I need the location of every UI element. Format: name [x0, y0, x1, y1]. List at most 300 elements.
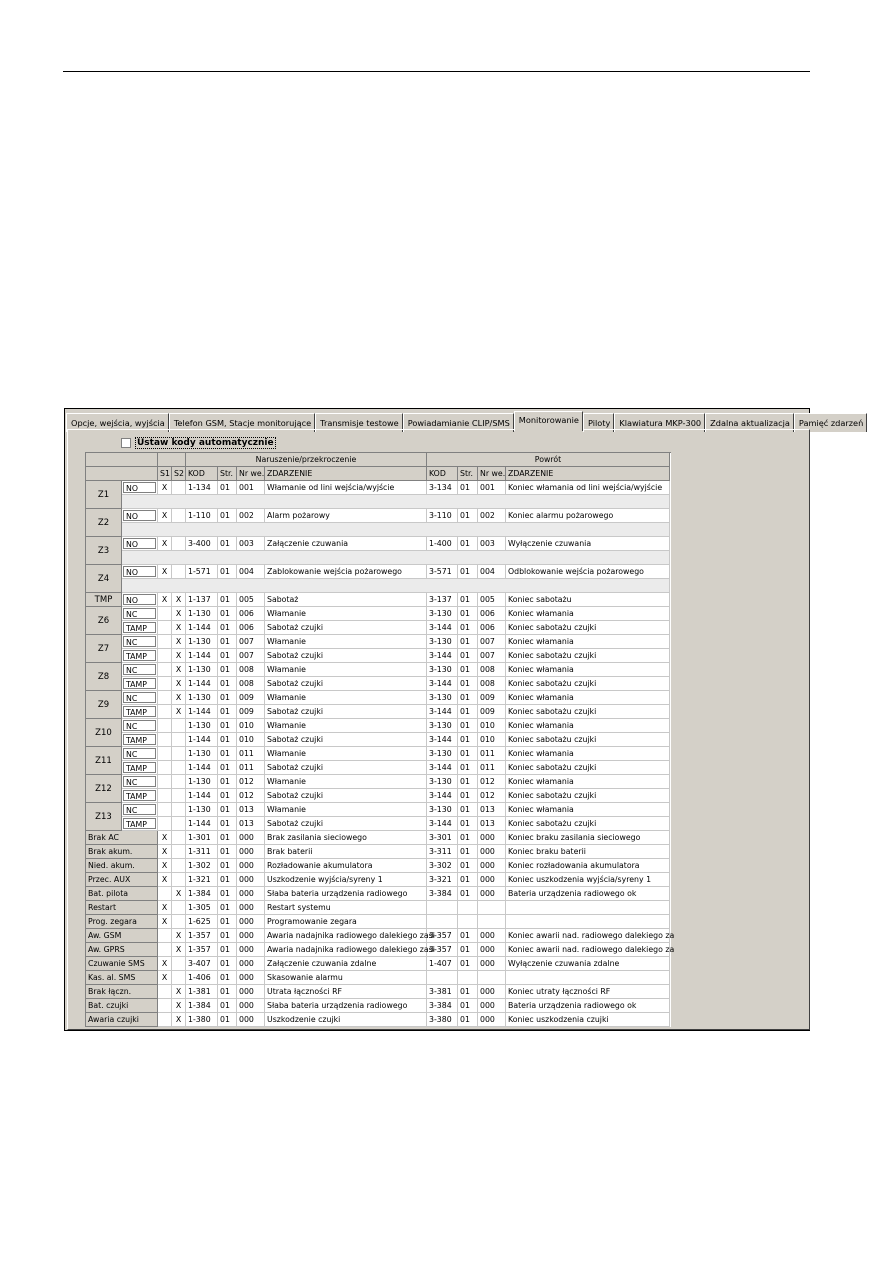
str-cell[interactable]: 01 — [218, 663, 237, 677]
tab-7[interactable]: Zdalna aktualizacja — [705, 413, 794, 432]
input-no-cell[interactable]: 007 — [237, 635, 265, 649]
str-cell[interactable]: 01 — [218, 803, 237, 817]
code-cell[interactable]: 1-302 — [186, 859, 218, 873]
s2-cell[interactable] — [172, 859, 186, 873]
zone-type-cell[interactable] — [122, 789, 158, 803]
tab-4[interactable]: Monitorowanie — [514, 411, 583, 431]
str-cell[interactable]: 01 — [218, 677, 237, 691]
str-cell[interactable]: 01 — [218, 859, 237, 873]
str-cell[interactable]: 01 — [218, 705, 237, 719]
restore-code-cell[interactable]: 3-357 — [427, 943, 458, 957]
tab-3[interactable]: Powiadamianie CLIP/SMS — [403, 413, 514, 432]
restore-input-no-cell[interactable]: 010 — [478, 733, 506, 747]
input-no-cell[interactable]: 008 — [237, 663, 265, 677]
restore-input-no-cell[interactable]: 006 — [478, 607, 506, 621]
input-no-cell[interactable]: 000 — [237, 957, 265, 971]
s1-cell[interactable]: X — [158, 831, 172, 845]
s2-cell[interactable]: X — [172, 635, 186, 649]
restore-str-cell[interactable] — [458, 971, 478, 985]
restore-code-cell[interactable]: 3-357 — [427, 929, 458, 943]
str-cell[interactable]: 01 — [218, 873, 237, 887]
tab-6[interactable]: Klawiatura MKP-300 — [614, 413, 705, 432]
str-cell[interactable]: 01 — [218, 817, 237, 831]
s1-cell[interactable]: X — [158, 565, 172, 579]
input-no-cell[interactable]: 000 — [237, 873, 265, 887]
restore-str-cell[interactable]: 01 — [458, 957, 478, 971]
s1-cell[interactable] — [158, 719, 172, 733]
restore-input-no-cell[interactable] — [478, 971, 506, 985]
input-no-cell[interactable]: 002 — [237, 509, 265, 523]
s1-cell[interactable] — [158, 691, 172, 705]
restore-str-cell[interactable]: 01 — [458, 663, 478, 677]
s2-cell[interactable]: X — [172, 887, 186, 901]
restore-input-no-cell[interactable]: 006 — [478, 621, 506, 635]
restore-code-cell[interactable] — [427, 901, 458, 915]
restore-str-cell[interactable]: 01 — [458, 775, 478, 789]
tab-1[interactable]: Telefon GSM, Stacje monitorujące — [169, 413, 315, 432]
restore-str-cell[interactable]: 01 — [458, 761, 478, 775]
code-cell[interactable]: 1-357 — [186, 943, 218, 957]
s2-cell[interactable]: X — [172, 1013, 186, 1027]
s2-cell[interactable]: X — [172, 663, 186, 677]
restore-code-cell[interactable]: 3-144 — [427, 705, 458, 719]
s2-cell[interactable] — [172, 481, 186, 495]
input-no-cell[interactable]: 007 — [237, 649, 265, 663]
s1-cell[interactable] — [158, 677, 172, 691]
restore-code-cell[interactable] — [427, 971, 458, 985]
restore-str-cell[interactable]: 01 — [458, 565, 478, 579]
restore-code-cell[interactable]: 3-571 — [427, 565, 458, 579]
restore-input-no-cell[interactable]: 000 — [478, 1013, 506, 1027]
restore-input-no-cell[interactable]: 000 — [478, 859, 506, 873]
restore-str-cell[interactable]: 01 — [458, 873, 478, 887]
s1-cell[interactable]: X — [158, 957, 172, 971]
code-cell[interactable]: 1-380 — [186, 1013, 218, 1027]
restore-str-cell[interactable] — [458, 915, 478, 929]
s2-cell[interactable]: X — [172, 691, 186, 705]
input-no-cell[interactable]: 009 — [237, 705, 265, 719]
zone-type-cell[interactable] — [122, 733, 158, 747]
s1-cell[interactable] — [158, 803, 172, 817]
input-no-cell[interactable]: 000 — [237, 859, 265, 873]
restore-input-no-cell[interactable]: 011 — [478, 747, 506, 761]
restore-code-cell[interactable]: 3-321 — [427, 873, 458, 887]
s2-cell[interactable] — [172, 747, 186, 761]
str-cell[interactable]: 01 — [218, 1013, 237, 1027]
str-cell[interactable]: 01 — [218, 971, 237, 985]
restore-input-no-cell[interactable]: 000 — [478, 929, 506, 943]
input-no-cell[interactable]: 000 — [237, 845, 265, 859]
s2-cell[interactable] — [172, 817, 186, 831]
code-cell[interactable]: 1-130 — [186, 663, 218, 677]
s1-cell[interactable]: X — [158, 509, 172, 523]
s1-cell[interactable] — [158, 887, 172, 901]
code-cell[interactable]: 1-130 — [186, 607, 218, 621]
s2-cell[interactable]: X — [172, 649, 186, 663]
input-no-cell[interactable]: 000 — [237, 929, 265, 943]
restore-str-cell[interactable]: 01 — [458, 691, 478, 705]
restore-str-cell[interactable]: 01 — [458, 943, 478, 957]
str-cell[interactable]: 01 — [218, 915, 237, 929]
input-no-cell[interactable]: 008 — [237, 677, 265, 691]
code-cell[interactable]: 1-384 — [186, 887, 218, 901]
code-cell[interactable]: 1-144 — [186, 789, 218, 803]
str-cell[interactable]: 01 — [218, 481, 237, 495]
restore-str-cell[interactable]: 01 — [458, 887, 478, 901]
tab-5[interactable]: Piloty — [583, 413, 614, 432]
s1-cell[interactable] — [158, 621, 172, 635]
tab-8[interactable]: Pamięć zdarzeń — [794, 413, 867, 432]
s2-cell[interactable] — [172, 845, 186, 859]
restore-str-cell[interactable]: 01 — [458, 677, 478, 691]
s1-cell[interactable] — [158, 747, 172, 761]
zone-type-cell[interactable] — [122, 509, 158, 523]
s1-cell[interactable]: X — [158, 901, 172, 915]
code-cell[interactable]: 1-571 — [186, 565, 218, 579]
restore-str-cell[interactable]: 01 — [458, 803, 478, 817]
restore-str-cell[interactable]: 01 — [458, 733, 478, 747]
input-no-cell[interactable]: 000 — [237, 985, 265, 999]
code-cell[interactable]: 3-407 — [186, 957, 218, 971]
zone-type-cell[interactable] — [122, 761, 158, 775]
restore-input-no-cell[interactable]: 001 — [478, 481, 506, 495]
str-cell[interactable]: 01 — [218, 691, 237, 705]
zone-type-cell[interactable] — [122, 691, 158, 705]
s2-cell[interactable]: X — [172, 607, 186, 621]
code-cell[interactable]: 1-144 — [186, 621, 218, 635]
restore-str-cell[interactable]: 01 — [458, 747, 478, 761]
restore-input-no-cell[interactable]: 000 — [478, 831, 506, 845]
zone-type-cell[interactable] — [122, 775, 158, 789]
input-no-cell[interactable]: 000 — [237, 901, 265, 915]
input-no-cell[interactable]: 000 — [237, 971, 265, 985]
str-cell[interactable]: 01 — [218, 789, 237, 803]
input-no-cell[interactable]: 006 — [237, 607, 265, 621]
restore-code-cell[interactable]: 3-130 — [427, 747, 458, 761]
str-cell[interactable]: 01 — [218, 607, 237, 621]
s1-cell[interactable]: X — [158, 845, 172, 859]
restore-str-cell[interactable]: 01 — [458, 859, 478, 873]
input-no-cell[interactable]: 006 — [237, 621, 265, 635]
s1-cell[interactable] — [158, 761, 172, 775]
s2-cell[interactable] — [172, 789, 186, 803]
s1-cell[interactable] — [158, 817, 172, 831]
restore-input-no-cell[interactable]: 000 — [478, 845, 506, 859]
s2-cell[interactable]: X — [172, 985, 186, 999]
code-cell[interactable]: 1-357 — [186, 929, 218, 943]
code-cell[interactable]: 1-144 — [186, 817, 218, 831]
restore-input-no-cell[interactable]: 004 — [478, 565, 506, 579]
restore-input-no-cell[interactable]: 013 — [478, 817, 506, 831]
restore-str-cell[interactable]: 01 — [458, 705, 478, 719]
code-cell[interactable]: 1-130 — [186, 775, 218, 789]
restore-code-cell[interactable]: 3-134 — [427, 481, 458, 495]
str-cell[interactable]: 01 — [218, 733, 237, 747]
restore-str-cell[interactable]: 01 — [458, 929, 478, 943]
restore-code-cell[interactable]: 3-130 — [427, 803, 458, 817]
str-cell[interactable]: 01 — [218, 999, 237, 1013]
input-no-cell[interactable]: 000 — [237, 887, 265, 901]
s1-cell[interactable] — [158, 649, 172, 663]
restore-input-no-cell[interactable]: 012 — [478, 789, 506, 803]
input-no-cell[interactable]: 001 — [237, 481, 265, 495]
input-no-cell[interactable]: 000 — [237, 831, 265, 845]
zone-type-cell[interactable] — [122, 677, 158, 691]
str-cell[interactable]: 01 — [218, 761, 237, 775]
zone-type-cell[interactable] — [122, 607, 158, 621]
s2-cell[interactable] — [172, 915, 186, 929]
str-cell[interactable]: 01 — [218, 929, 237, 943]
restore-str-cell[interactable]: 01 — [458, 1013, 478, 1027]
s1-cell[interactable]: X — [158, 859, 172, 873]
s1-cell[interactable] — [158, 929, 172, 943]
tab-0[interactable]: Opcje, wejścia, wyjścia — [66, 413, 169, 432]
code-cell[interactable]: 1-311 — [186, 845, 218, 859]
code-cell[interactable]: 1-137 — [186, 593, 218, 607]
restore-str-cell[interactable]: 01 — [458, 789, 478, 803]
tab-2[interactable]: Transmisje testowe — [315, 413, 403, 432]
input-no-cell[interactable]: 000 — [237, 999, 265, 1013]
input-no-cell[interactable]: 012 — [237, 789, 265, 803]
zone-type-cell[interactable] — [122, 705, 158, 719]
str-cell[interactable]: 01 — [218, 831, 237, 845]
restore-input-no-cell[interactable] — [478, 901, 506, 915]
code-cell[interactable]: 1-406 — [186, 971, 218, 985]
input-no-cell[interactable]: 000 — [237, 915, 265, 929]
s1-cell[interactable]: X — [158, 915, 172, 929]
restore-input-no-cell[interactable]: 008 — [478, 663, 506, 677]
input-no-cell[interactable]: 005 — [237, 593, 265, 607]
restore-input-no-cell[interactable]: 007 — [478, 649, 506, 663]
code-cell[interactable]: 1-144 — [186, 705, 218, 719]
s2-cell[interactable] — [172, 509, 186, 523]
restore-code-cell[interactable]: 3-144 — [427, 733, 458, 747]
restore-str-cell[interactable]: 01 — [458, 985, 478, 999]
code-cell[interactable]: 1-130 — [186, 803, 218, 817]
zone-type-cell[interactable] — [122, 537, 158, 551]
restore-str-cell[interactable]: 01 — [458, 649, 478, 663]
restore-input-no-cell[interactable]: 000 — [478, 887, 506, 901]
input-no-cell[interactable]: 004 — [237, 565, 265, 579]
str-cell[interactable]: 01 — [218, 985, 237, 999]
restore-code-cell[interactable]: 3-380 — [427, 1013, 458, 1027]
restore-code-cell[interactable]: 3-110 — [427, 509, 458, 523]
zone-type-cell[interactable] — [122, 803, 158, 817]
restore-input-no-cell[interactable] — [478, 915, 506, 929]
str-cell[interactable]: 01 — [218, 565, 237, 579]
restore-input-no-cell[interactable]: 003 — [478, 537, 506, 551]
restore-input-no-cell[interactable]: 000 — [478, 873, 506, 887]
input-no-cell[interactable]: 000 — [237, 1013, 265, 1027]
s2-cell[interactable] — [172, 733, 186, 747]
zone-type-cell[interactable] — [122, 565, 158, 579]
str-cell[interactable]: 01 — [218, 957, 237, 971]
restore-code-cell[interactable]: 1-400 — [427, 537, 458, 551]
code-cell[interactable]: 1-134 — [186, 481, 218, 495]
restore-input-no-cell[interactable]: 007 — [478, 635, 506, 649]
str-cell[interactable]: 01 — [218, 901, 237, 915]
restore-code-cell[interactable]: 3-130 — [427, 607, 458, 621]
s2-cell[interactable]: X — [172, 705, 186, 719]
str-cell[interactable]: 01 — [218, 593, 237, 607]
s2-cell[interactable] — [172, 957, 186, 971]
str-cell[interactable]: 01 — [218, 537, 237, 551]
restore-input-no-cell[interactable]: 009 — [478, 691, 506, 705]
restore-code-cell[interactable]: 3-130 — [427, 663, 458, 677]
zone-type-cell[interactable] — [122, 817, 158, 831]
zone-type-cell[interactable] — [122, 621, 158, 635]
code-cell[interactable]: 1-305 — [186, 901, 218, 915]
restore-str-cell[interactable]: 01 — [458, 481, 478, 495]
code-cell[interactable]: 1-144 — [186, 649, 218, 663]
s2-cell[interactable]: X — [172, 621, 186, 635]
input-no-cell[interactable]: 012 — [237, 775, 265, 789]
code-cell[interactable]: 1-321 — [186, 873, 218, 887]
restore-str-cell[interactable]: 01 — [458, 537, 478, 551]
s2-cell[interactable] — [172, 803, 186, 817]
code-cell[interactable]: 1-144 — [186, 761, 218, 775]
restore-input-no-cell[interactable]: 005 — [478, 593, 506, 607]
input-no-cell[interactable]: 011 — [237, 747, 265, 761]
zone-type-cell[interactable] — [122, 719, 158, 733]
str-cell[interactable]: 01 — [218, 719, 237, 733]
code-cell[interactable]: 1-384 — [186, 999, 218, 1013]
input-no-cell[interactable]: 000 — [237, 943, 265, 957]
code-cell[interactable]: 1-381 — [186, 985, 218, 999]
restore-code-cell[interactable]: 3-130 — [427, 691, 458, 705]
s2-cell[interactable] — [172, 971, 186, 985]
input-no-cell[interactable]: 010 — [237, 719, 265, 733]
input-no-cell[interactable]: 013 — [237, 817, 265, 831]
code-cell[interactable]: 1-625 — [186, 915, 218, 929]
restore-code-cell[interactable]: 3-130 — [427, 719, 458, 733]
restore-input-no-cell[interactable]: 002 — [478, 509, 506, 523]
input-no-cell[interactable]: 003 — [237, 537, 265, 551]
s1-cell[interactable] — [158, 635, 172, 649]
s1-cell[interactable] — [158, 775, 172, 789]
s1-cell[interactable] — [158, 943, 172, 957]
s2-cell[interactable]: X — [172, 593, 186, 607]
zone-type-cell[interactable] — [122, 649, 158, 663]
str-cell[interactable]: 01 — [218, 649, 237, 663]
str-cell[interactable]: 01 — [218, 621, 237, 635]
str-cell[interactable]: 01 — [218, 635, 237, 649]
s1-cell[interactable] — [158, 1013, 172, 1027]
s1-cell[interactable]: X — [158, 971, 172, 985]
code-cell[interactable]: 1-110 — [186, 509, 218, 523]
code-cell[interactable]: 1-130 — [186, 719, 218, 733]
restore-code-cell[interactable]: 3-144 — [427, 761, 458, 775]
str-cell[interactable]: 01 — [218, 509, 237, 523]
restore-input-no-cell[interactable]: 000 — [478, 957, 506, 971]
restore-input-no-cell[interactable]: 011 — [478, 761, 506, 775]
restore-code-cell[interactable]: 3-144 — [427, 677, 458, 691]
restore-str-cell[interactable]: 01 — [458, 593, 478, 607]
input-no-cell[interactable]: 013 — [237, 803, 265, 817]
code-cell[interactable]: 1-130 — [186, 635, 218, 649]
restore-code-cell[interactable]: 3-311 — [427, 845, 458, 859]
zone-type-cell[interactable] — [122, 635, 158, 649]
code-cell[interactable]: 1-301 — [186, 831, 218, 845]
str-cell[interactable]: 01 — [218, 747, 237, 761]
s2-cell[interactable] — [172, 775, 186, 789]
restore-code-cell[interactable]: 3-144 — [427, 621, 458, 635]
s1-cell[interactable] — [158, 733, 172, 747]
str-cell[interactable]: 01 — [218, 775, 237, 789]
restore-str-cell[interactable]: 01 — [458, 621, 478, 635]
s2-cell[interactable] — [172, 831, 186, 845]
restore-code-cell[interactable]: 3-144 — [427, 649, 458, 663]
restore-input-no-cell[interactable]: 000 — [478, 943, 506, 957]
auto-codes-option[interactable] — [121, 437, 276, 449]
restore-code-cell[interactable]: 3-144 — [427, 817, 458, 831]
str-cell[interactable]: 01 — [218, 887, 237, 901]
code-cell[interactable]: 1-144 — [186, 677, 218, 691]
restore-code-cell[interactable]: 3-302 — [427, 859, 458, 873]
code-cell[interactable]: 3-400 — [186, 537, 218, 551]
restore-input-no-cell[interactable]: 010 — [478, 719, 506, 733]
s2-cell[interactable] — [172, 565, 186, 579]
restore-code-cell[interactable]: 3-130 — [427, 775, 458, 789]
restore-code-cell[interactable] — [427, 915, 458, 929]
restore-input-no-cell[interactable]: 000 — [478, 985, 506, 999]
str-cell[interactable]: 01 — [218, 845, 237, 859]
s2-cell[interactable]: X — [172, 999, 186, 1013]
s1-cell[interactable]: X — [158, 593, 172, 607]
zone-type-cell[interactable] — [122, 593, 158, 607]
restore-code-cell[interactable]: 3-384 — [427, 999, 458, 1013]
s2-cell[interactable] — [172, 761, 186, 775]
restore-str-cell[interactable]: 01 — [458, 635, 478, 649]
restore-input-no-cell[interactable]: 000 — [478, 999, 506, 1013]
zone-type-cell[interactable] — [122, 747, 158, 761]
restore-str-cell[interactable]: 01 — [458, 509, 478, 523]
code-cell[interactable]: 1-144 — [186, 733, 218, 747]
restore-str-cell[interactable]: 01 — [458, 817, 478, 831]
restore-input-no-cell[interactable]: 012 — [478, 775, 506, 789]
zone-type-cell[interactable] — [122, 663, 158, 677]
input-no-cell[interactable]: 011 — [237, 761, 265, 775]
restore-code-cell[interactable]: 3-301 — [427, 831, 458, 845]
code-cell[interactable]: 1-130 — [186, 691, 218, 705]
restore-code-cell[interactable]: 3-130 — [427, 635, 458, 649]
s1-cell[interactable]: X — [158, 873, 172, 887]
str-cell[interactable]: 01 — [218, 943, 237, 957]
s1-cell[interactable] — [158, 789, 172, 803]
s1-cell[interactable] — [158, 705, 172, 719]
s2-cell[interactable] — [172, 719, 186, 733]
s1-cell[interactable] — [158, 999, 172, 1013]
input-no-cell[interactable]: 009 — [237, 691, 265, 705]
restore-input-no-cell[interactable]: 008 — [478, 677, 506, 691]
s2-cell[interactable]: X — [172, 677, 186, 691]
restore-code-cell[interactable]: 3-137 — [427, 593, 458, 607]
s1-cell[interactable] — [158, 607, 172, 621]
restore-code-cell[interactable]: 3-144 — [427, 789, 458, 803]
s2-cell[interactable] — [172, 537, 186, 551]
restore-code-cell[interactable]: 3-381 — [427, 985, 458, 999]
zone-type-cell[interactable] — [122, 481, 158, 495]
restore-code-cell[interactable]: 3-384 — [427, 887, 458, 901]
s2-cell[interactable] — [172, 873, 186, 887]
s2-cell[interactable]: X — [172, 929, 186, 943]
restore-str-cell[interactable]: 01 — [458, 845, 478, 859]
restore-input-no-cell[interactable]: 013 — [478, 803, 506, 817]
s1-cell[interactable] — [158, 663, 172, 677]
restore-code-cell[interactable]: 1-407 — [427, 957, 458, 971]
s1-cell[interactable] — [158, 985, 172, 999]
s1-cell[interactable]: X — [158, 537, 172, 551]
